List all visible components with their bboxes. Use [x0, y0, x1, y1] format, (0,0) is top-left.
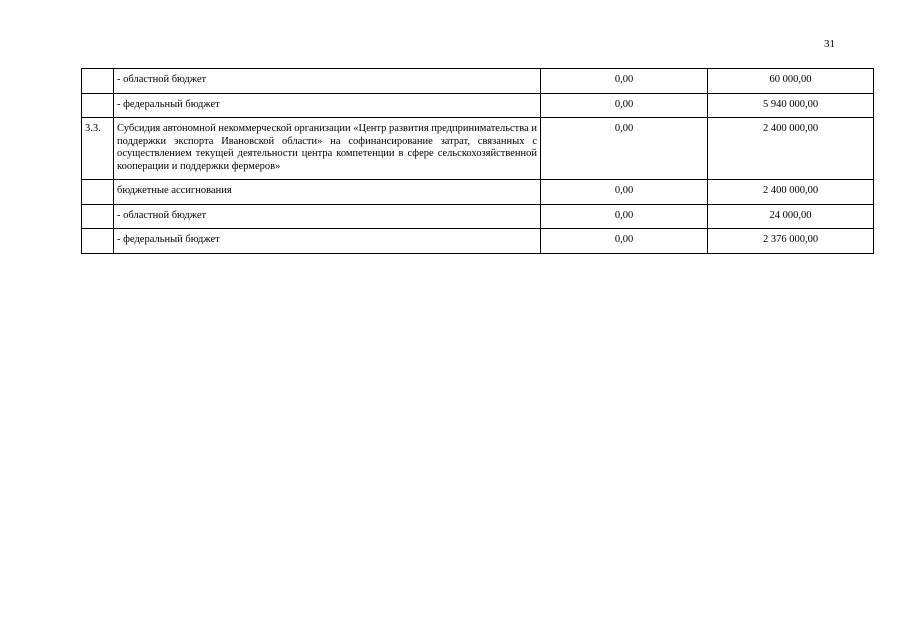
row-number-cell — [82, 229, 114, 254]
row-description-cell: - федеральный бюджет — [114, 229, 541, 254]
table-row — [82, 93, 874, 118]
row-number-cell: 3.3. — [82, 118, 114, 180]
row-value-a-cell: 0,00 — [541, 204, 708, 229]
table-row — [82, 180, 874, 205]
row-value-b-cell: 2 376 000,00 — [708, 229, 874, 254]
row-description-cell: - федеральный бюджет — [114, 93, 541, 118]
table-row — [82, 229, 874, 254]
row-value-b-cell: 2 400 000,00 — [708, 118, 874, 180]
row-description-cell: Субсидия автономной некоммерческой организации «Центр развития предпринимательства и поддержки экспорта Ивановской области» на софинансирование затрат, связанных с осуществлением текущей деятельности центра компетенции в сфере сельскохозяйственной кооперации и поддержки фермеров» — [114, 118, 541, 180]
table-row — [82, 69, 874, 94]
row-value-a-cell: 0,00 — [541, 180, 708, 205]
budget-table — [81, 68, 874, 254]
row-value-a-cell: 0,00 — [541, 118, 708, 180]
row-number-cell — [82, 93, 114, 118]
row-value-a-cell: 0,00 — [541, 93, 708, 118]
row-number-cell — [82, 69, 114, 94]
row-value-b-cell: 24 000,00 — [708, 204, 874, 229]
table-row — [82, 118, 874, 180]
row-description-cell: бюджетные ассигнования — [114, 180, 541, 205]
row-value-b-cell: 60 000,00 — [708, 69, 874, 94]
row-value-b-cell: 2 400 000,00 — [708, 180, 874, 205]
page-number: 31 — [824, 38, 835, 50]
row-number-cell — [82, 204, 114, 229]
row-value-b-cell: 5 940 000,00 — [708, 93, 874, 118]
row-description-cell: - областной бюджет — [114, 204, 541, 229]
row-value-a-cell: 0,00 — [541, 69, 708, 94]
table-row — [82, 204, 874, 229]
row-number-cell — [82, 180, 114, 205]
row-description-cell: - областной бюджет — [114, 69, 541, 94]
row-value-a-cell: 0,00 — [541, 229, 708, 254]
